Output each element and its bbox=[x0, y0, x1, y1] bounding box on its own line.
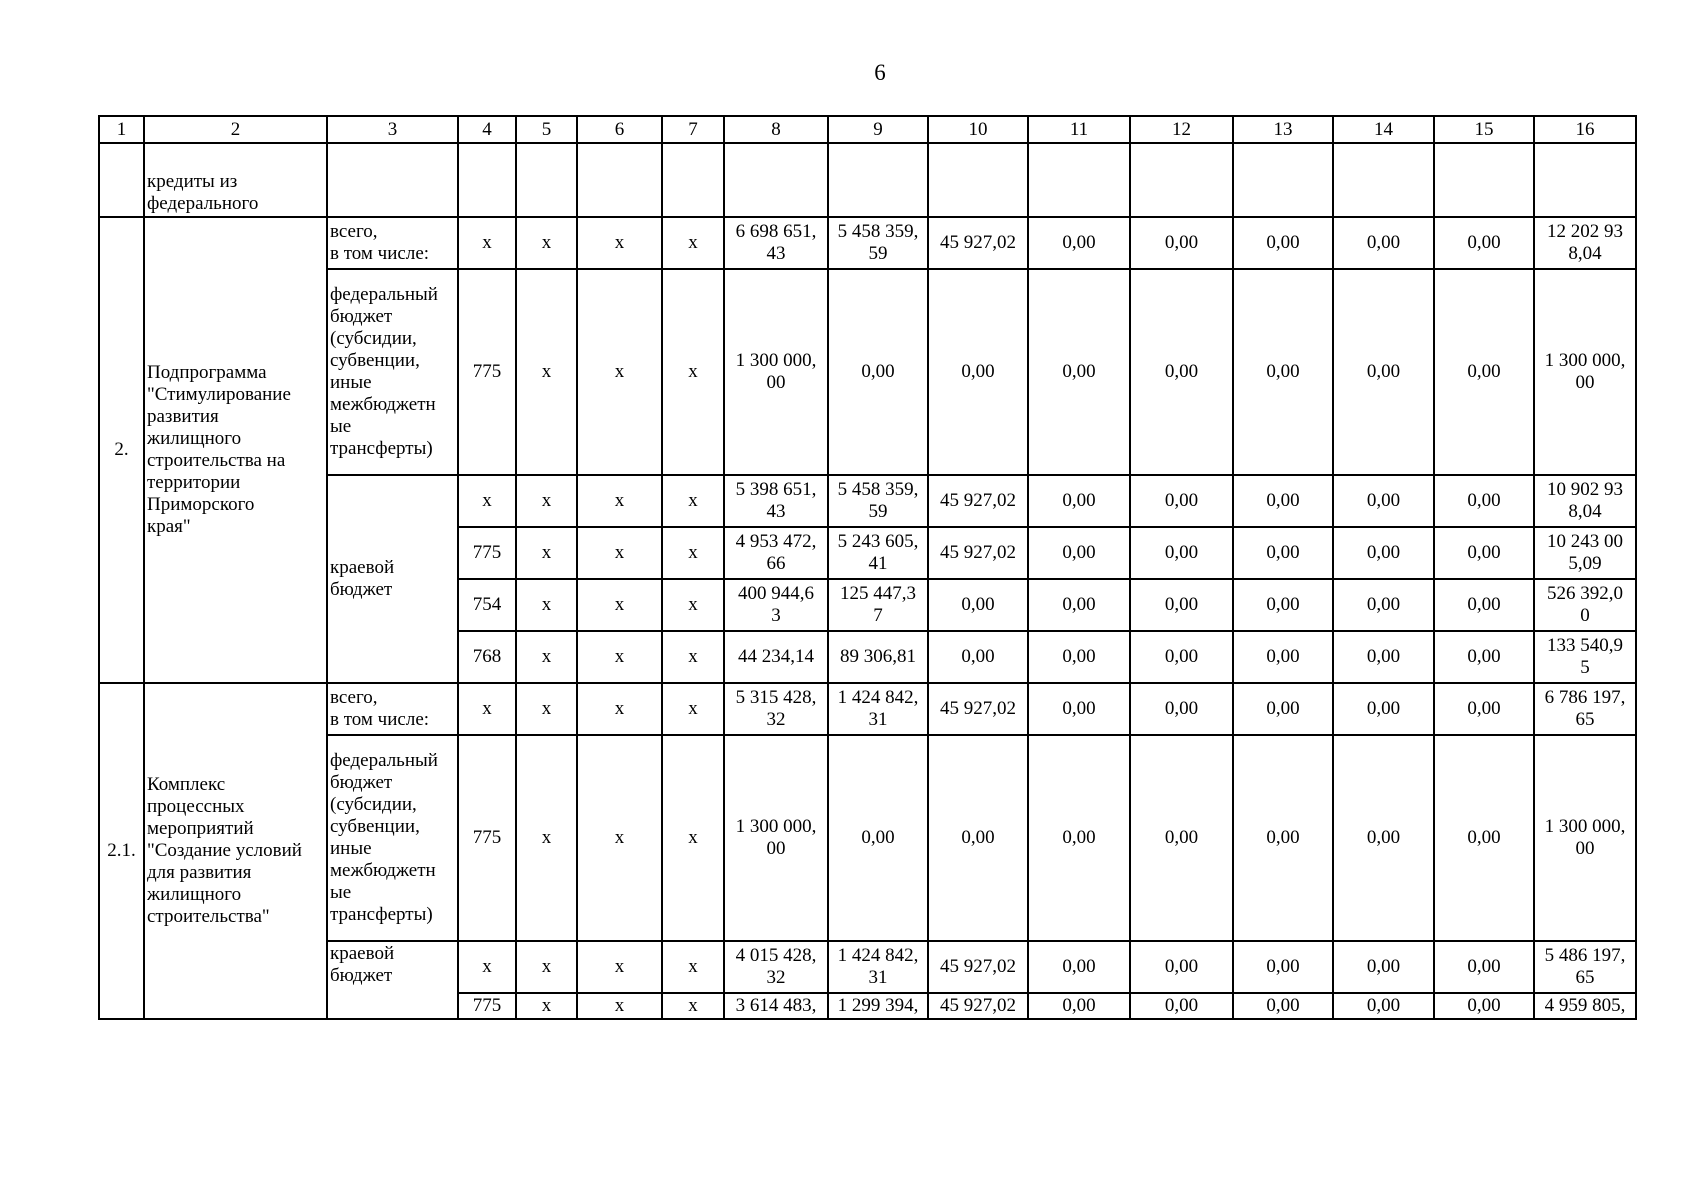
source-cell: всего, в том числе: bbox=[327, 683, 458, 735]
header-cell: 14 bbox=[1333, 116, 1434, 143]
section-number-cell: 2. bbox=[99, 217, 144, 683]
section-name-cell: Подпрограмма "Стимулирование развития жилищного строительства на территории Приморского края" bbox=[144, 217, 327, 683]
table-row bbox=[99, 735, 1636, 941]
value-cell bbox=[724, 143, 828, 217]
value-cell bbox=[1333, 143, 1434, 217]
source-cell: федеральный бюджет (субсидии, субвенции, иные межбюджетн ые трансферты) bbox=[327, 269, 458, 475]
amount-cell: 4 953 472, 66 bbox=[724, 527, 828, 579]
amount-cell: 0,00 bbox=[1130, 993, 1233, 1019]
value-cell: x bbox=[516, 217, 577, 269]
amount-cell: 0,00 bbox=[1130, 269, 1233, 475]
amount-cell: 45 927,02 bbox=[928, 475, 1028, 527]
amount-cell: 0,00 bbox=[1333, 217, 1434, 269]
section-name-cell: Комплекс процессных мероприятий "Создание условий для развития жилищного строительства" bbox=[144, 683, 327, 1019]
amount-cell: 5 243 605, 41 bbox=[828, 527, 928, 579]
amount-cell: 45 927,02 bbox=[928, 941, 1028, 993]
value-cell: x bbox=[516, 269, 577, 475]
amount-cell: 0,00 bbox=[1130, 735, 1233, 941]
value-cell: x bbox=[662, 735, 724, 941]
value-cell: x bbox=[577, 735, 662, 941]
source-cell: федеральный бюджет (субсидии, субвенции, иные межбюджетн ые трансферты) bbox=[327, 735, 458, 941]
amount-cell: 0,00 bbox=[828, 269, 928, 475]
amount-cell: 0,00 bbox=[1434, 269, 1534, 475]
value-cell: x bbox=[516, 579, 577, 631]
value-cell: x bbox=[516, 993, 577, 1019]
value-cell: x bbox=[662, 683, 724, 735]
table-row bbox=[99, 683, 1636, 735]
amount-cell: 400 944,6 3 bbox=[724, 579, 828, 631]
header-cell: 6 bbox=[577, 116, 662, 143]
value-cell bbox=[458, 143, 516, 217]
amount-cell: 0,00 bbox=[1028, 475, 1130, 527]
source-cell: краевой бюджет bbox=[327, 475, 458, 683]
amount-cell: 0,00 bbox=[928, 269, 1028, 475]
source-cell bbox=[327, 143, 458, 217]
total-cell: 526 392,0 0 bbox=[1534, 579, 1636, 631]
value-cell bbox=[1233, 143, 1333, 217]
value-cell bbox=[1434, 143, 1534, 217]
amount-cell: 0,00 bbox=[1333, 683, 1434, 735]
code-cell: x bbox=[458, 941, 516, 993]
amount-cell: 0,00 bbox=[1130, 683, 1233, 735]
amount-cell: 0,00 bbox=[1434, 993, 1534, 1019]
amount-cell: 0,00 bbox=[1333, 579, 1434, 631]
code-cell: 775 bbox=[458, 993, 516, 1019]
section-number-cell bbox=[99, 143, 144, 217]
amount-cell: 0,00 bbox=[1333, 475, 1434, 527]
amount-cell: 0,00 bbox=[1130, 631, 1233, 683]
value-cell: x bbox=[516, 735, 577, 941]
value-cell: x bbox=[577, 993, 662, 1019]
value-cell: x bbox=[577, 941, 662, 993]
value-cell: x bbox=[662, 631, 724, 683]
amount-cell: 1 424 842, 31 bbox=[828, 941, 928, 993]
total-cell: 133 540,9 5 bbox=[1534, 631, 1636, 683]
code-cell: 775 bbox=[458, 735, 516, 941]
code-cell: 775 bbox=[458, 527, 516, 579]
amount-cell: 0,00 bbox=[1028, 217, 1130, 269]
header-cell: 3 bbox=[327, 116, 458, 143]
amount-cell: 0,00 bbox=[828, 735, 928, 941]
code-cell: x bbox=[458, 475, 516, 527]
code-cell: x bbox=[458, 683, 516, 735]
amount-cell: 4 015 428, 32 bbox=[724, 941, 828, 993]
value-cell bbox=[516, 143, 577, 217]
amount-cell: 0,00 bbox=[1130, 475, 1233, 527]
total-cell: 10 902 93 8,04 bbox=[1534, 475, 1636, 527]
total-cell: 6 786 197, 65 bbox=[1534, 683, 1636, 735]
value-cell: x bbox=[516, 527, 577, 579]
value-cell: x bbox=[577, 579, 662, 631]
header-cell: 13 bbox=[1233, 116, 1333, 143]
value-cell: x bbox=[662, 269, 724, 475]
value-cell: x bbox=[577, 269, 662, 475]
total-cell: 5 486 197, 65 bbox=[1534, 941, 1636, 993]
amount-cell: 0,00 bbox=[1333, 735, 1434, 941]
amount-cell: 5 458 359, 59 bbox=[828, 475, 928, 527]
amount-cell: 0,00 bbox=[1434, 683, 1534, 735]
amount-cell: 0,00 bbox=[1333, 269, 1434, 475]
amount-cell: 1 300 000, 00 bbox=[724, 269, 828, 475]
amount-cell: 0,00 bbox=[928, 631, 1028, 683]
code-cell: 775 bbox=[458, 269, 516, 475]
header-cell: 10 bbox=[928, 116, 1028, 143]
amount-cell: 0,00 bbox=[1028, 993, 1130, 1019]
header-cell: 1 bbox=[99, 116, 144, 143]
amount-cell: 5 458 359, 59 bbox=[828, 217, 928, 269]
value-cell: x bbox=[516, 475, 577, 527]
amount-cell: 5 315 428, 32 bbox=[724, 683, 828, 735]
amount-cell: 1 300 000, 00 bbox=[724, 735, 828, 941]
amount-cell: 0,00 bbox=[928, 735, 1028, 941]
amount-cell: 0,00 bbox=[1233, 631, 1333, 683]
amount-cell: 0,00 bbox=[1333, 993, 1434, 1019]
amount-cell: 0,00 bbox=[1434, 941, 1534, 993]
code-cell: 768 bbox=[458, 631, 516, 683]
amount-cell: 0,00 bbox=[1028, 579, 1130, 631]
header-cell: 7 bbox=[662, 116, 724, 143]
value-cell bbox=[577, 143, 662, 217]
value-cell: x bbox=[662, 941, 724, 993]
header-cell: 2 bbox=[144, 116, 327, 143]
value-cell bbox=[1534, 143, 1636, 217]
total-cell: 4 959 805, bbox=[1534, 993, 1636, 1019]
header-cell: 8 bbox=[724, 116, 828, 143]
amount-cell: 0,00 bbox=[1233, 579, 1333, 631]
amount-cell: 0,00 bbox=[1028, 941, 1130, 993]
code-cell: 754 bbox=[458, 579, 516, 631]
amount-cell: 0,00 bbox=[1233, 527, 1333, 579]
value-cell bbox=[1028, 143, 1130, 217]
amount-cell: 0,00 bbox=[1028, 735, 1130, 941]
amount-cell: 0,00 bbox=[1434, 735, 1534, 941]
page-number: 6 bbox=[874, 60, 886, 85]
total-cell: 12 202 93 8,04 bbox=[1534, 217, 1636, 269]
value-cell: x bbox=[516, 683, 577, 735]
amount-cell: 0,00 bbox=[1333, 527, 1434, 579]
table-row bbox=[99, 475, 1636, 527]
amount-cell: 0,00 bbox=[1434, 527, 1534, 579]
amount-cell: 0,00 bbox=[1233, 475, 1333, 527]
amount-cell: 125 447,3 7 bbox=[828, 579, 928, 631]
value-cell bbox=[928, 143, 1028, 217]
amount-cell: 45 927,02 bbox=[928, 527, 1028, 579]
source-cell: всего, в том числе: bbox=[327, 217, 458, 269]
value-cell: x bbox=[577, 217, 662, 269]
code-cell: x bbox=[458, 217, 516, 269]
value-cell bbox=[1130, 143, 1233, 217]
amount-cell: 45 927,02 bbox=[928, 993, 1028, 1019]
value-cell bbox=[662, 143, 724, 217]
value-cell: x bbox=[577, 683, 662, 735]
amount-cell: 0,00 bbox=[1028, 631, 1130, 683]
header-cell: 9 bbox=[828, 116, 928, 143]
amount-cell: 5 398 651, 43 bbox=[724, 475, 828, 527]
value-cell: x bbox=[662, 217, 724, 269]
header-cell: 12 bbox=[1130, 116, 1233, 143]
table-row bbox=[99, 941, 1636, 993]
total-cell: 1 300 000, 00 bbox=[1534, 269, 1636, 475]
amount-cell: 1 299 394, bbox=[828, 993, 928, 1019]
amount-cell: 0,00 bbox=[1333, 631, 1434, 683]
value-cell: x bbox=[577, 475, 662, 527]
amount-cell: 0,00 bbox=[1233, 941, 1333, 993]
budget-table bbox=[98, 115, 1637, 1020]
value-cell: x bbox=[577, 527, 662, 579]
value-cell: x bbox=[516, 631, 577, 683]
value-cell: x bbox=[662, 475, 724, 527]
amount-cell: 0,00 bbox=[1434, 631, 1534, 683]
amount-cell: 44 234,14 bbox=[724, 631, 828, 683]
amount-cell: 0,00 bbox=[1233, 269, 1333, 475]
header-cell: 15 bbox=[1434, 116, 1534, 143]
amount-cell: 0,00 bbox=[1434, 475, 1534, 527]
amount-cell: 3 614 483, bbox=[724, 993, 828, 1019]
header-cell: 4 bbox=[458, 116, 516, 143]
amount-cell: 0,00 bbox=[1130, 527, 1233, 579]
value-cell: x bbox=[662, 993, 724, 1019]
value-cell bbox=[828, 143, 928, 217]
amount-cell: 0,00 bbox=[1028, 683, 1130, 735]
amount-cell: 1 424 842, 31 bbox=[828, 683, 928, 735]
header-cell: 16 bbox=[1534, 116, 1636, 143]
total-cell: 10 243 00 5,09 bbox=[1534, 527, 1636, 579]
amount-cell: 0,00 bbox=[1028, 527, 1130, 579]
amount-cell: 0,00 bbox=[1333, 941, 1434, 993]
amount-cell: 45 927,02 bbox=[928, 217, 1028, 269]
value-cell: x bbox=[662, 527, 724, 579]
header-cell: 11 bbox=[1028, 116, 1130, 143]
amount-cell: 0,00 bbox=[1130, 941, 1233, 993]
credits-name-cell: кредиты из федерального bbox=[144, 143, 327, 217]
amount-cell: 0,00 bbox=[1434, 579, 1534, 631]
amount-cell: 0,00 bbox=[928, 579, 1028, 631]
source-cell: краевой бюджет bbox=[327, 941, 458, 1019]
value-cell: x bbox=[662, 579, 724, 631]
amount-cell: 0,00 bbox=[1233, 217, 1333, 269]
amount-cell: 0,00 bbox=[1130, 217, 1233, 269]
amount-cell: 0,00 bbox=[1130, 579, 1233, 631]
amount-cell: 0,00 bbox=[1233, 993, 1333, 1019]
value-cell: x bbox=[516, 941, 577, 993]
amount-cell: 45 927,02 bbox=[928, 683, 1028, 735]
table-row bbox=[99, 269, 1636, 475]
amount-cell: 6 698 651, 43 bbox=[724, 217, 828, 269]
amount-cell: 0,00 bbox=[1233, 735, 1333, 941]
value-cell: x bbox=[577, 631, 662, 683]
amount-cell: 0,00 bbox=[1434, 217, 1534, 269]
table-row bbox=[99, 217, 1636, 269]
section-number-cell: 2.1. bbox=[99, 683, 144, 1019]
table-row-credits bbox=[99, 143, 1636, 217]
amount-cell: 0,00 bbox=[1028, 269, 1130, 475]
header-row bbox=[99, 116, 1636, 143]
amount-cell: 0,00 bbox=[1233, 683, 1333, 735]
total-cell: 1 300 000, 00 bbox=[1534, 735, 1636, 941]
amount-cell: 89 306,81 bbox=[828, 631, 928, 683]
header-cell: 5 bbox=[516, 116, 577, 143]
